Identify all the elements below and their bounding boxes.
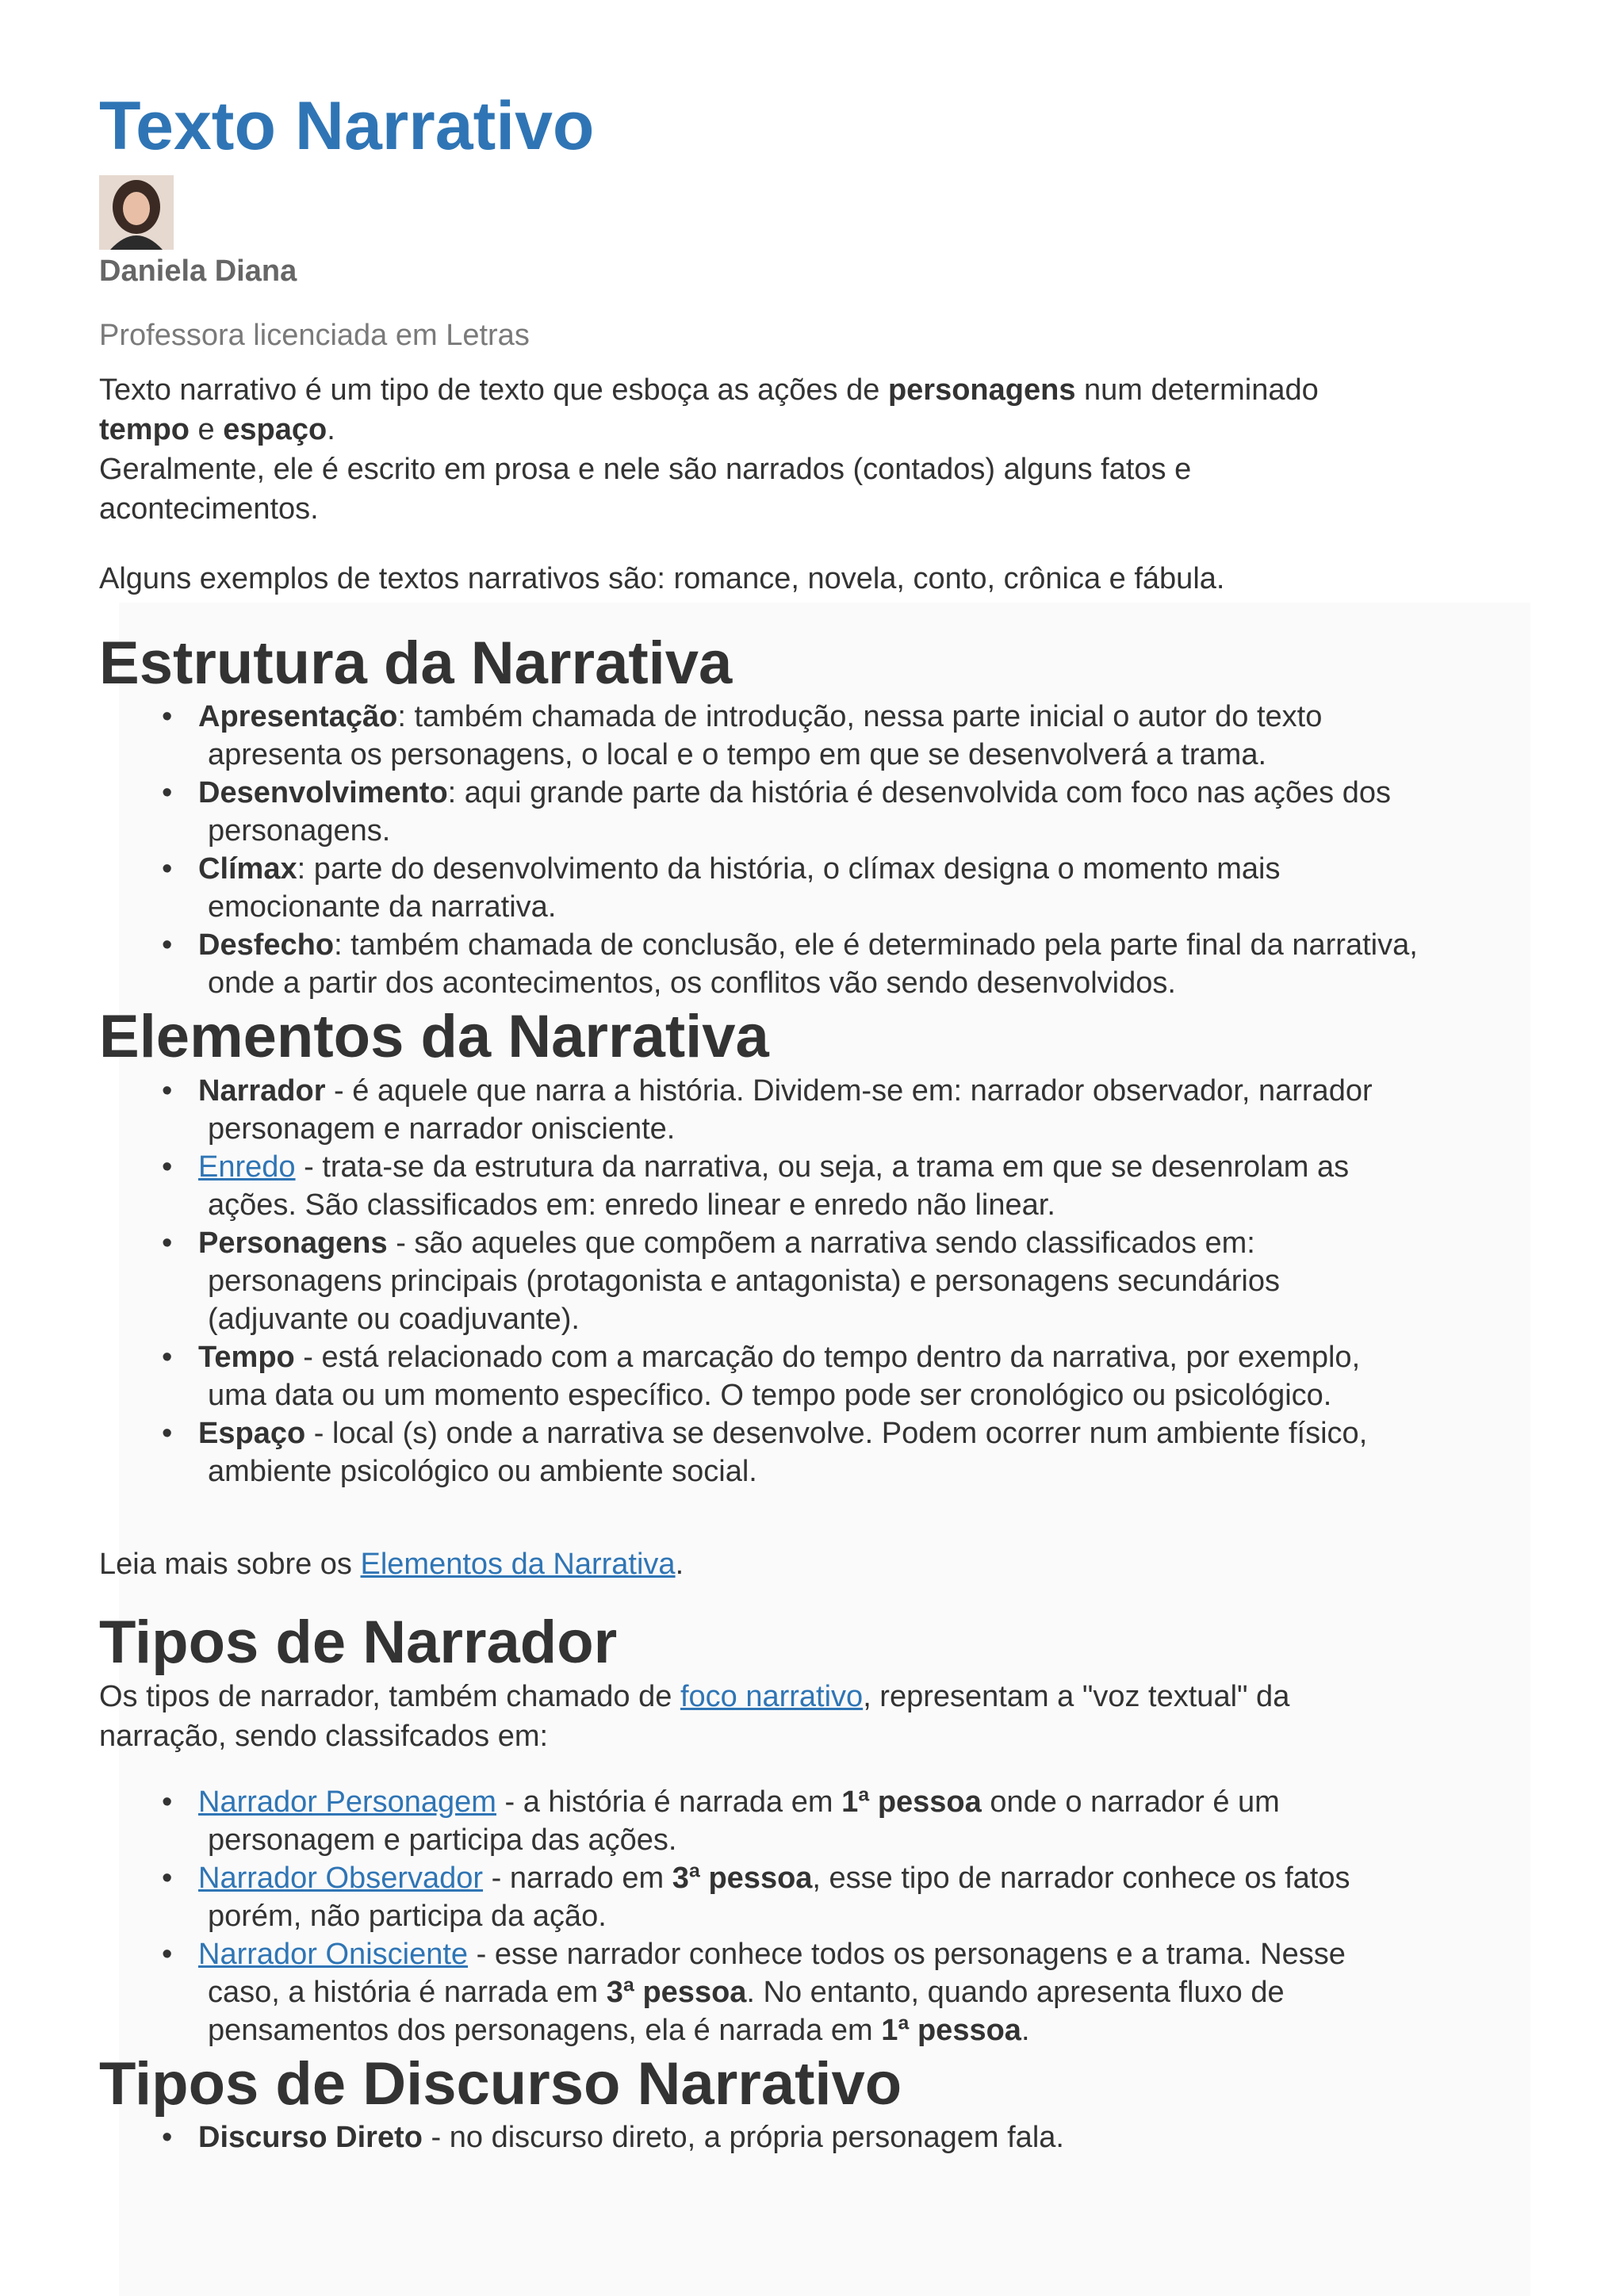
list-item: • Desfecho: também chamada de conclusão, ele é determinado pela parte final da narrativa, onde a partir dos acontecimentos, os conflitos vão sendo desenvolvidos. [162,928,1418,1001]
author-avatar [99,175,174,250]
elementos-narrativa-link[interactable]: Elementos da Narrativa [360,1547,676,1581]
leia-mais-paragraph: Leia mais sobre os Elementos da Narrativa. [99,1547,684,1581]
list-item: • Espaço - local (s) onde a narrativa se desenvolve. Podem ocorrer num ambiente físico, ambiente psicológico ou ambiente social. [162,1416,1368,1488]
narrador-list [99,1783,1542,2049]
discurso-list [99,2118,1542,2156]
heading-tipos-discurso: Tipos de Discurso Narrativo [99,2050,902,2118]
enredo-link[interactable]: Enredo [198,1150,296,1184]
intro-paragraph: Texto narrativo é um tipo de texto que esboça as ações de personagens num determinado tempo e espaço. Geralmente, ele é escrito em prosa e nele são narrados (contados) alguns fatos e acontecimentos. [99,373,1319,526]
narrador-onisciente-link[interactable]: Narrador Onisciente [198,1938,469,1972]
list-item: • Clímax: parte do desenvolvimento da história, o clímax designa o momento mais emocionante da narrativa. [162,852,1281,924]
narrador-observador-link[interactable]: Narrador Observador [198,1862,484,1896]
examples-paragraph: Alguns exemplos de textos narrativos são: romance, novela, conto, crônica e fábula. [99,561,1225,595]
page-title: Texto Narrativo [99,88,595,164]
heading-estrutura: Estrutura da Narrativa [99,629,733,697]
estrutura-list [99,698,1542,1002]
list-item: • Desenvolvimento: aqui grande parte da história é desenvolvida com foco nas ações dos personagens. [162,776,1391,848]
narrador-personagem-link[interactable]: Narrador Personagem [198,1785,496,1820]
article [99,87,1542,2156]
heading-tipos-narrador: Tipos de Narrador [99,1608,618,1676]
elementos-list [99,1072,1542,1490]
author-role: Professora licenciada em Letras [99,318,530,352]
list-item: • Narrador Personagem - a história é narrada em 1ª pessoa onde o narrador é um personagem e participa das ações. [162,1785,1280,1858]
narrador-intro: Os tipos de narrador, também chamado de foco narrativo, representam a "voz textual" da narração, sendo classifcados em: [99,1680,1290,1754]
list-item: • Enredo - trata-se da estrutura da narrativa, ou seja, a trama em que se desenrolam as ações. São classificados em: enredo linear e enredo não linear. [162,1150,1350,1222]
list-item: • Narrador Onisciente - esse narrador conhece todos os personagens e a trama. Nesse caso, a história é narrada em 3ª pessoa. No entanto, quando apresenta fluxo de pensamentos dos personagens, ela é narrada em 1ª pessoa. [162,1938,1346,2048]
list-item: • Apresentação: também chamada de introdução, nessa parte inicial o autor do texto apresenta os personagens, o local e o tempo em que se desenvolverá a trama. [162,700,1323,772]
list-item: • Tempo - está relacionado com a marcação do tempo dentro da narrativa, por exemplo, uma data ou um momento específico. O tempo pode ser cronológico ou psicológico. [162,1340,1361,1412]
author-name: Daniela Diana [99,254,297,288]
list-item: • Narrador - é aquele que narra a história. Dividem-se em: narrador observador, narrador personagem e narrador onisciente. [162,1073,1373,1146]
list-item: • Discurso Direto - no discurso direto, a própria personagem fala. [162,2121,1064,2155]
list-item: • Narrador Observador - narrado em 3ª pessoa, esse tipo de narrador conhece os fatos porém, não participa da ação. [162,1862,1350,1934]
foco-narrativo-link[interactable]: foco narrativo [680,1680,864,1714]
heading-elementos: Elementos da Narrativa [99,1003,769,1071]
list-item: • Personagens - são aqueles que compõem a narrativa sendo classificados em: personagens principais (protagonista e antagonista) e personagens secundários (adjuvante ou coadjuvante). [162,1226,1280,1336]
